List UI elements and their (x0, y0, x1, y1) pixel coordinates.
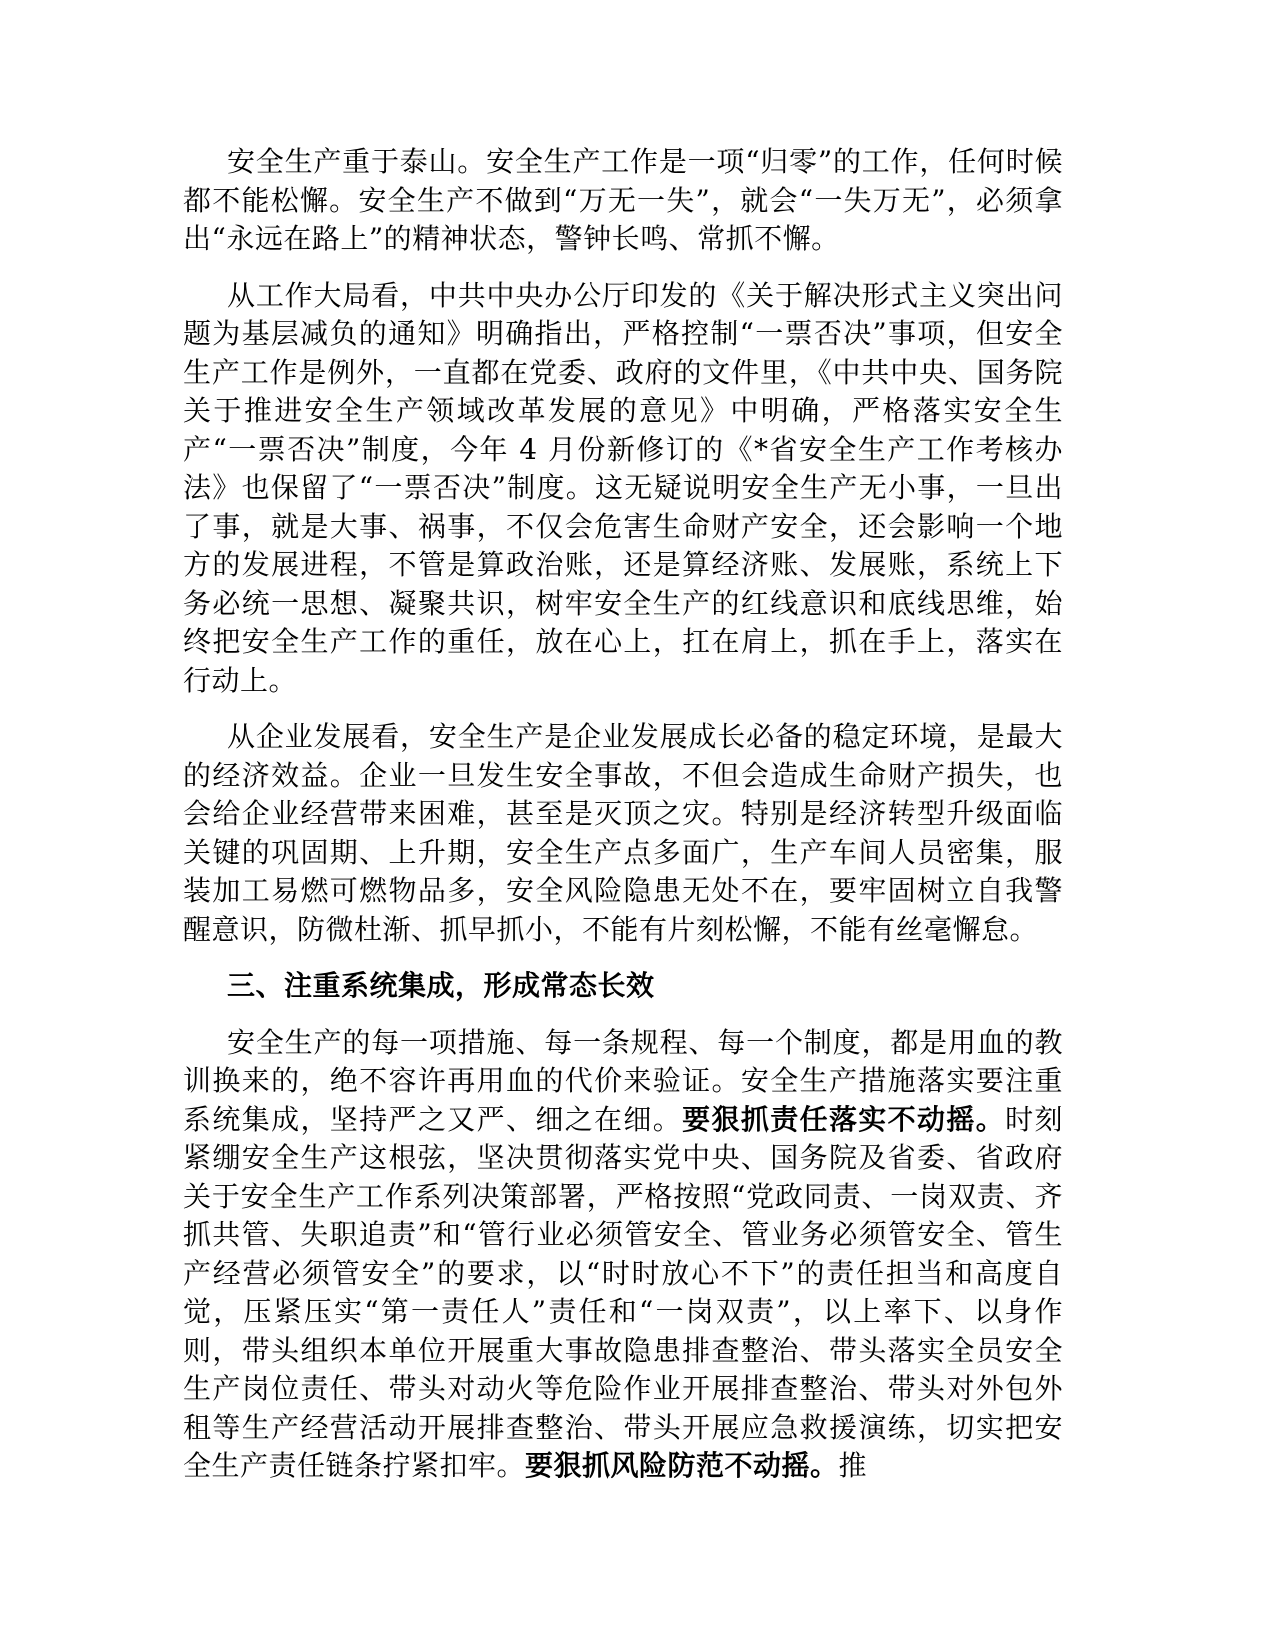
paragraph-4-text-a: 安全生产的每一项措施、每一条规程、每一个制度，都是用血的教训换来的，绝不容许再用血的代价来验证。安全生产措施落实要注重系统集成，坚持严之又严、细之在细。 (183, 1025, 1063, 1136)
paragraph-4-text-d: 推 (838, 1449, 868, 1482)
paragraph-4-emphasis-2: 要狠抓风险防范不动摇。 (525, 1449, 839, 1482)
paragraph-4-text-c: 时刻紧绷安全生产这根弦，坚决贯彻落实党中央、国务院及省委、省政府关于安全生产工作系列决策部署，严格按照“党政同责、一岗双责、齐抓共管、失职追责”和“管行业必须管安全、管业务必须管安全、管生产经营必须管安全”的要求，以“时时放心不下”的责任担当和高度自觉，压紧压实“第一责任人”责任和“一岗双责”，以上率下、以身作则，带头组织本单位开展重大事故隐患排查整治、带头落实全员安全生产岗位责任、带头对动火等危险作业开展排查整治、带头对外包外租等生产经营活动开展排查整治、带头开展应急救援演练，切实把安全生产责任链条拧紧扣牢。 (183, 1102, 1063, 1482)
paragraph-4-emphasis-1: 要狠抓责任落实不动摇。 (682, 1102, 1006, 1136)
paragraph-4 (183, 1024, 1063, 1486)
document-page (183, 143, 1063, 1504)
section-heading-3: 三、注重系统集成，形成常态长效 (227, 969, 655, 1002)
paragraph-2: 从工作大局看，中共中央办公厅印发的《关于解决形式主义突出问题为基层减负的通知》明确指出，严格控制“一票否决”事项，但安全生产工作是例外，一直都在党委、政府的文件里，《中共中央、国务院关于推进安全生产领域改革发展的意见》中明确，严格落实安全生产“一票否决”制度，今年 4 月份新修订的《*省安全生产工作考核办法》也保留了“一票否决”制度。这无疑说明安全生产无小事，一旦出了事，就是大事、祸事，不仅会危害生命财产安全，还会影响一个地方的发展进程，不管是算政治账，还是算经济账、发展账，系统上下务必统一思想、凝聚共识，树牢安全生产的红线意识和底线思维，始终把安全生产工作的重任，放在心上，扛在肩上，抓在手上，落实在行动上。 (183, 278, 1063, 697)
paragraph-3: 从企业发展看，安全生产是企业发展成长必备的稳定环境，是最大的经济效益。企业一旦发生安全事故，不但会造成生命财产损失，也会给企业经营带来困难，甚至是灭顶之灾。特别是经济转型升级面临关键的巩固期、上升期，安全生产点多面广，生产车间人员密集，服装加工易燃可燃物品多，安全风险隐患无处不在，要牢固树立自我警醒意识，防微杜渐、抓早抓小，不能有片刻松懈，不能有丝毫懈怠。 (183, 720, 1063, 946)
paragraph-1: 安全生产重于泰山。安全生产工作是一项“归零”的工作，任何时候都不能松懈。安全生产不做到“万无一失”，就会“一失万无”，必须拿出“永远在路上”的精神状态，警钟长鸣、常抓不懈。 (183, 145, 1063, 255)
